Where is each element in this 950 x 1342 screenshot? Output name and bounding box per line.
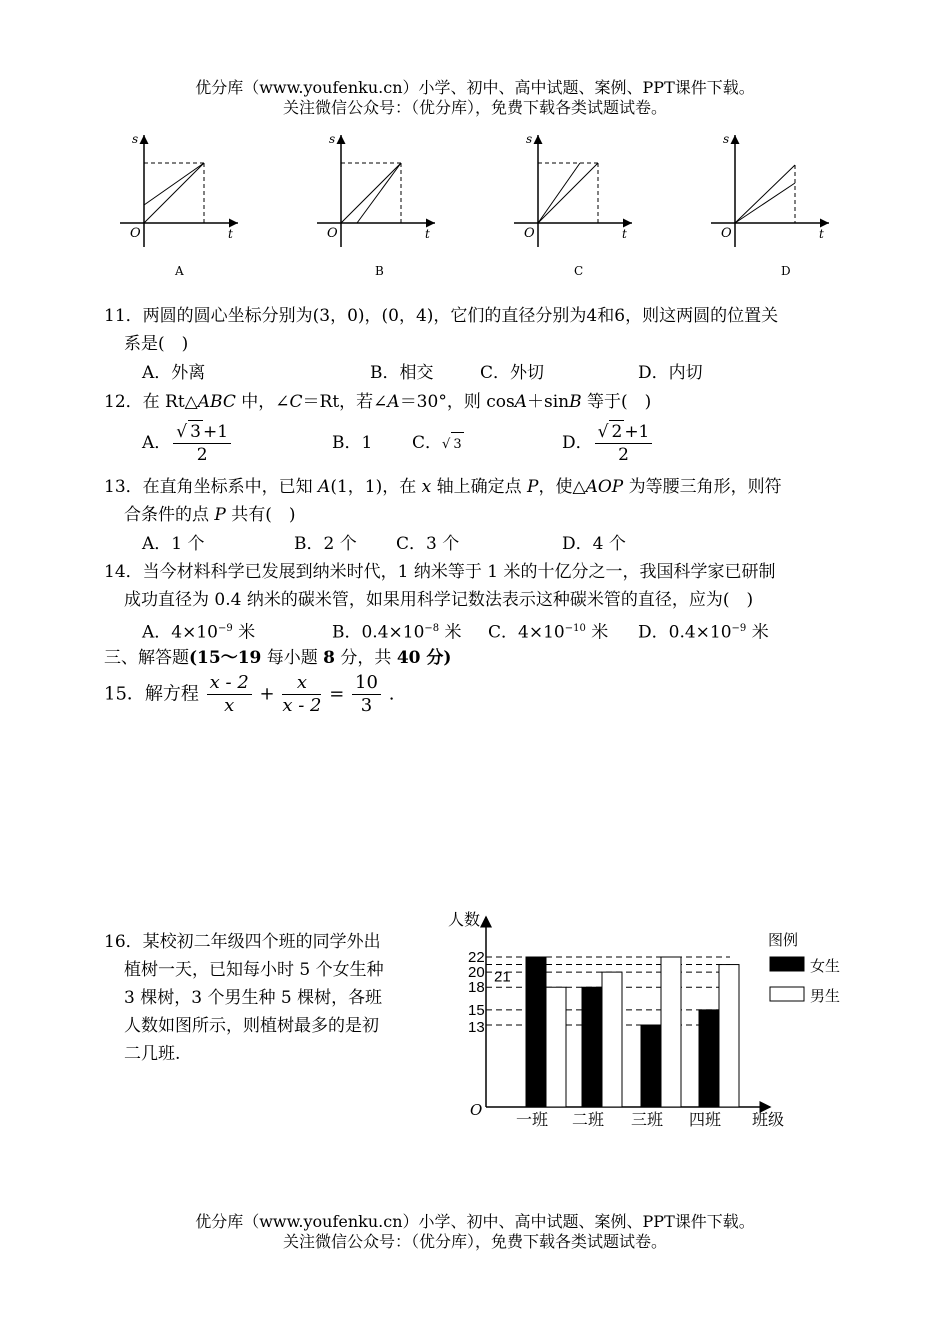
q13-option-b: B．2 个 bbox=[294, 534, 357, 554]
graph-label-a: A bbox=[175, 264, 184, 278]
footer-line-2: 关注微信公众号：（优分库），免费下载各类试题试卷。 bbox=[282, 1232, 667, 1251]
q11-line-1: 11．两圆的圆心坐标分别为(3，0)，(0，4)，它们的直径分别为4和6，则这两圆的位置关 bbox=[104, 306, 779, 326]
q12-option-d: D． $\frac{√ 2 +1}{2}$ bbox=[562, 420, 654, 466]
q11-option-c: C．外切 bbox=[480, 363, 545, 383]
bar-female-4 bbox=[699, 1010, 719, 1107]
q12-option-b: B．1 bbox=[332, 433, 373, 453]
q11-option-a: A．外离 bbox=[142, 363, 206, 383]
q11-option-d: D．内切 bbox=[638, 363, 703, 383]
bar-female-1 bbox=[526, 957, 546, 1107]
origin-label: O bbox=[524, 226, 535, 241]
q13-option-c: C．3 个 bbox=[396, 534, 460, 554]
y-tick-label: 18 bbox=[468, 979, 485, 997]
s-axis-label: s bbox=[526, 132, 533, 146]
x-tick-label: 一班 bbox=[516, 1112, 549, 1129]
q13-line-2: 合条件的点 P 共有( ) bbox=[124, 505, 296, 525]
s-axis-label: s bbox=[329, 132, 336, 146]
section-3-heading: 三、解答题(15～19 每小题 8 分，共 40 分) bbox=[104, 648, 452, 668]
bar-female-3 bbox=[641, 1025, 661, 1107]
x-tick-label: 四班 bbox=[689, 1112, 722, 1129]
q12-option-a: A． $\frac{√ 3 +1}{2}$ bbox=[142, 420, 233, 466]
t-axis-label: t bbox=[425, 227, 430, 241]
y-axis-label: 人数 bbox=[448, 912, 481, 929]
bar-male-1 bbox=[546, 987, 566, 1107]
st-graphs bbox=[100, 125, 860, 285]
header-line-1: 优分库（www.youfenku.cn）小学、初中、高中试题、案例、PPT课件下载。 bbox=[195, 78, 755, 97]
class-bar-chart bbox=[430, 905, 850, 1135]
y-tick-label: 15 bbox=[468, 1001, 485, 1019]
x-axis-label: 班级 bbox=[752, 1112, 785, 1129]
t-axis-label: t bbox=[228, 227, 233, 241]
q13-option-a: A．1 个 bbox=[142, 534, 205, 554]
q14-option-a: A．$4\times 10^{-9}$ 米 bbox=[142, 622, 256, 643]
origin-label: O bbox=[130, 226, 141, 241]
y-tick-label: 22 bbox=[468, 949, 485, 966]
s-axis-label: s bbox=[132, 132, 139, 146]
origin-label: O bbox=[327, 226, 338, 241]
t-axis-label: t bbox=[819, 227, 824, 241]
q14-option-d: D．$0.4\times 10^{-9}$ 米 bbox=[638, 622, 769, 643]
bar-female-2 bbox=[582, 987, 602, 1107]
graph-d bbox=[711, 132, 829, 278]
q13-line-1: 13．在直角坐标系中，已知 A(1，1)，在 x 轴上确定点 P，使△AOP 为等腰三角形，则符 bbox=[104, 477, 782, 497]
graph-label-d: D bbox=[781, 264, 791, 278]
x-tick-label: 三班 bbox=[631, 1112, 664, 1129]
graph-b bbox=[317, 132, 435, 278]
bar-male-4 bbox=[719, 965, 739, 1107]
legend-label-male: 男生 bbox=[810, 988, 841, 1005]
origin-label: O bbox=[721, 226, 732, 241]
q14-option-c: C．$4\times 10^{-10}$ 米 bbox=[488, 622, 609, 643]
s-axis-label: s bbox=[723, 132, 730, 146]
graph-c bbox=[514, 132, 632, 278]
legend-label-female: 女生 bbox=[810, 958, 841, 975]
t-axis-label: t bbox=[622, 227, 627, 241]
q13-option-d: D．4 个 bbox=[562, 534, 626, 554]
footer-line-1: 优分库（www.youfenku.cn）小学、初中、高中试题、案例、PPT课件下载。 bbox=[195, 1212, 755, 1231]
graph-label-b: B bbox=[375, 264, 384, 278]
bar-male-2 bbox=[602, 972, 622, 1107]
y-tick-label: 13 bbox=[468, 1019, 485, 1036]
legend-swatch-male bbox=[770, 987, 804, 1001]
graph-label-c: C bbox=[574, 264, 584, 278]
q15-equation: 15．解方程 $\frac{x - 2}{x}$ + $\frac{x}{x - 2}$ = $\frac{10}{3}$ . bbox=[104, 672, 395, 716]
q14-option-b: B．$0.4\times 10^{-8}$ 米 bbox=[332, 622, 462, 643]
q14-line-2: 成功直径为 0.4 纳米的碳米管，如果用科学记数法表示这种碳米管的直径，应为( ) bbox=[124, 590, 754, 610]
q12-stem: 12．在 Rt△ABC 中，∠C＝Rt，若∠A＝30°，则 cosA＋sinB 等于( ) bbox=[104, 392, 652, 412]
legend-title: 图例 bbox=[768, 932, 799, 949]
bar-male-3 bbox=[661, 957, 681, 1107]
q11-line-2: 系是( ) bbox=[124, 334, 189, 354]
origin-label: O bbox=[470, 1101, 483, 1119]
q16-text: 16．某校初二年级四个班的同学外出 植树一天，已知每小时 5 个女生种 3 棵树，3 个男生种 5 棵树，各班 人数如图所示，则植树最多的是初 二几班. bbox=[104, 932, 384, 1064]
y-tick-label: 20 bbox=[468, 964, 485, 982]
y-tick-label: 21 bbox=[494, 968, 511, 986]
legend-swatch-female bbox=[770, 957, 804, 971]
q14-line-1: 14．当今材料科学已发展到纳米时代，1 纳米等于 1 米的十亿分之一，我国科学家已研制 bbox=[104, 562, 776, 582]
x-tick-label: 二班 bbox=[572, 1112, 605, 1129]
chart-legend bbox=[768, 932, 840, 1005]
header-line-2: 关注微信公众号：（优分库），免费下载各类试题试卷。 bbox=[282, 98, 667, 117]
q11-option-b: B．相交 bbox=[370, 363, 434, 383]
graph-a bbox=[120, 132, 238, 278]
q12-option-c: C．√ 3 bbox=[412, 431, 464, 457]
